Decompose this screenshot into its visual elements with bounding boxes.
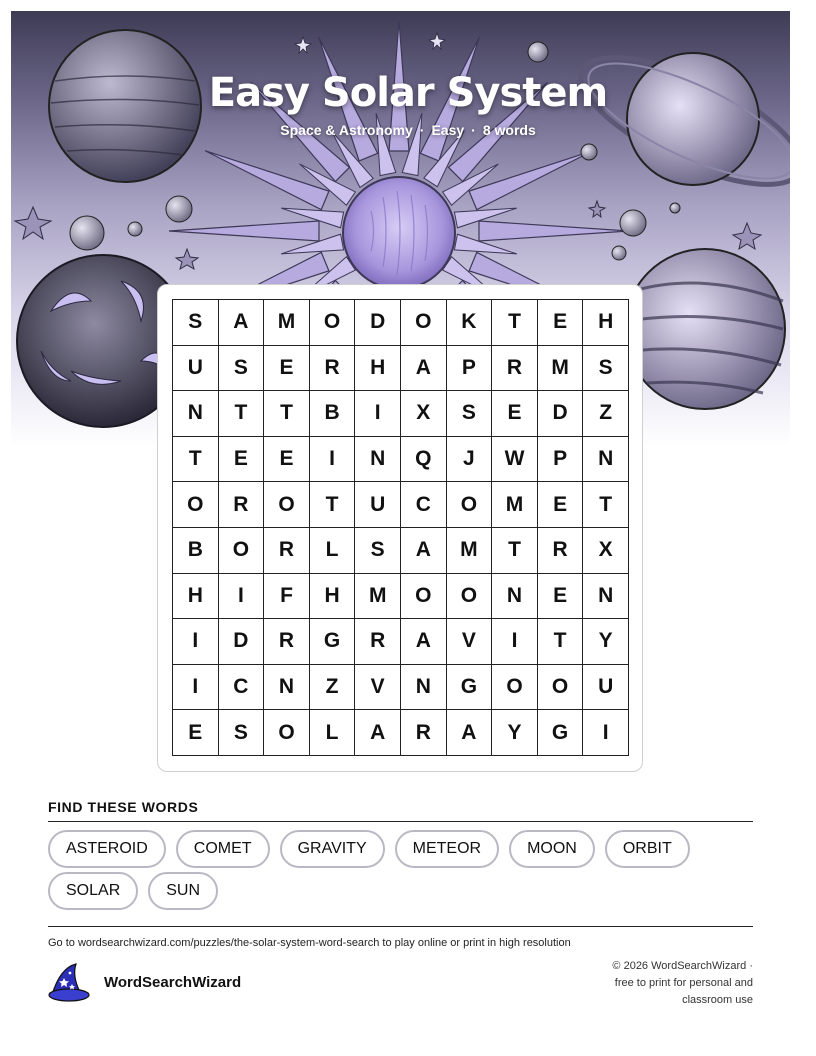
copyright-line: free to print for personal and: [614, 977, 753, 989]
grid-cell[interactable]: B: [310, 391, 356, 437]
letter-grid[interactable]: [172, 299, 629, 756]
footer-url-text: Go to wordsearchwizard.com/puzzles/the-solar-system-word-search to play online or print in high resolution: [48, 937, 571, 949]
grid-cell[interactable]: N: [355, 437, 401, 483]
grid-cell[interactable]: V: [355, 665, 401, 711]
grid-cell[interactable]: R: [219, 482, 265, 528]
divider: [48, 926, 753, 927]
grid-cell[interactable]: N: [264, 665, 310, 711]
grid-cell[interactable]: O: [447, 482, 493, 528]
grid-cell[interactable]: O: [538, 665, 584, 711]
grid-cell[interactable]: V: [447, 619, 493, 665]
grid-cell[interactable]: I: [355, 391, 401, 437]
category-label: Space & Astronomy: [280, 122, 413, 138]
word-pill[interactable]: ORBIT: [605, 830, 690, 868]
grid-cell[interactable]: M: [355, 574, 401, 620]
grid-cell[interactable]: A: [447, 710, 493, 756]
grid-cell[interactable]: T: [219, 391, 265, 437]
grid-cell[interactable]: E: [538, 482, 584, 528]
grid-cell[interactable]: M: [492, 482, 538, 528]
grid-cell[interactable]: T: [583, 482, 629, 528]
grid-cell[interactable]: I: [219, 574, 265, 620]
grid-cell[interactable]: S: [173, 300, 219, 346]
grid-cell[interactable]: Z: [583, 391, 629, 437]
grid-cell[interactable]: X: [401, 391, 447, 437]
grid-cell[interactable]: A: [401, 528, 447, 574]
copyright-line: classroom use: [682, 994, 753, 1006]
grid-cell[interactable]: X: [583, 528, 629, 574]
grid-cell[interactable]: H: [310, 574, 356, 620]
puzzle-meta: [0, 122, 816, 138]
word-list: [48, 830, 753, 914]
meta-separator: ·: [419, 122, 425, 138]
grid-cell[interactable]: J: [447, 437, 493, 483]
word-pill[interactable]: METEOR: [395, 830, 499, 868]
grid-cell[interactable]: S: [583, 346, 629, 392]
grid-cell[interactable]: N: [583, 574, 629, 620]
grid-cell[interactable]: C: [401, 482, 447, 528]
grid-cell[interactable]: Y: [583, 619, 629, 665]
grid-cell[interactable]: T: [492, 300, 538, 346]
grid-cell[interactable]: N: [583, 437, 629, 483]
word-pill[interactable]: SUN: [148, 872, 218, 910]
grid-cell[interactable]: U: [583, 665, 629, 711]
grid-cell[interactable]: S: [355, 528, 401, 574]
grid-cell[interactable]: U: [355, 482, 401, 528]
grid-cell[interactable]: R: [264, 528, 310, 574]
grid-cell[interactable]: Y: [492, 710, 538, 756]
grid-cell[interactable]: L: [310, 710, 356, 756]
grid-cell[interactable]: I: [583, 710, 629, 756]
grid-cell[interactable]: T: [310, 482, 356, 528]
grid-cell[interactable]: O: [447, 574, 493, 620]
word-list-row: [48, 830, 753, 868]
grid-cell[interactable]: H: [355, 346, 401, 392]
copyright-line: © 2026 WordSearchWizard ·: [612, 960, 753, 972]
copyright-notice: [573, 958, 753, 1009]
grid-cell[interactable]: E: [264, 437, 310, 483]
grid-cell[interactable]: I: [173, 619, 219, 665]
grid-cell[interactable]: A: [219, 300, 265, 346]
grid-cell[interactable]: R: [538, 528, 584, 574]
grid-cell[interactable]: R: [310, 346, 356, 392]
grid-cell[interactable]: O: [219, 528, 265, 574]
grid-cell[interactable]: N: [401, 665, 447, 711]
grid-cell[interactable]: A: [401, 346, 447, 392]
grid-cell[interactable]: E: [538, 574, 584, 620]
grid-cell[interactable]: T: [264, 391, 310, 437]
grid-cell[interactable]: K: [447, 300, 493, 346]
grid-cell[interactable]: S: [219, 346, 265, 392]
meta-separator: ·: [471, 122, 476, 138]
grid-cell[interactable]: S: [219, 710, 265, 756]
grid-cell[interactable]: T: [538, 619, 584, 665]
grid-cell[interactable]: G: [310, 619, 356, 665]
grid-cell[interactable]: R: [264, 619, 310, 665]
grid-cell[interactable]: N: [492, 574, 538, 620]
grid-cell[interactable]: A: [355, 710, 401, 756]
grid-cell[interactable]: T: [492, 528, 538, 574]
grid-cell[interactable]: R: [492, 346, 538, 392]
grid-cell[interactable]: T: [173, 437, 219, 483]
grid-cell[interactable]: M: [447, 528, 493, 574]
grid-cell[interactable]: D: [219, 619, 265, 665]
grid-cell[interactable]: I: [173, 665, 219, 711]
grid-cell[interactable]: E: [173, 710, 219, 756]
grid-cell[interactable]: E: [538, 300, 584, 346]
grid-cell[interactable]: E: [492, 391, 538, 437]
grid-cell[interactable]: E: [264, 346, 310, 392]
grid-cell[interactable]: O: [264, 710, 310, 756]
grid-cell[interactable]: M: [538, 346, 584, 392]
word-pill[interactable]: GRAVITY: [280, 830, 385, 868]
brand-name: WordSearchWizard: [104, 973, 242, 991]
grid-cell[interactable]: R: [401, 710, 447, 756]
divider: [48, 821, 753, 822]
grid-cell[interactable]: N: [173, 391, 219, 437]
grid-cell[interactable]: D: [538, 391, 584, 437]
page-title: Easy Solar System: [208, 70, 608, 116]
grid-cell[interactable]: P: [447, 346, 493, 392]
grid-cell[interactable]: P: [538, 437, 584, 483]
grid-cell[interactable]: U: [173, 346, 219, 392]
grid-cell[interactable]: Z: [310, 665, 356, 711]
grid-cell[interactable]: L: [310, 528, 356, 574]
grid-cell[interactable]: G: [538, 710, 584, 756]
word-pill[interactable]: MOON: [509, 830, 595, 868]
grid-cell[interactable]: I: [310, 437, 356, 483]
grid-cell[interactable]: O: [173, 482, 219, 528]
grid-cell[interactable]: R: [355, 619, 401, 665]
grid-cell[interactable]: E: [219, 437, 265, 483]
grid-cell[interactable]: S: [447, 391, 493, 437]
striped-planet: [625, 249, 785, 409]
wizard-hat-icon: [46, 962, 92, 1002]
grid-cell[interactable]: O: [401, 300, 447, 346]
grid-cell[interactable]: H: [173, 574, 219, 620]
grid-cell[interactable]: Q: [401, 437, 447, 483]
grid-cell[interactable]: W: [492, 437, 538, 483]
word-list-row: [48, 872, 753, 910]
brand-logo[interactable]: [46, 962, 241, 1002]
word-pill[interactable]: COMET: [176, 830, 270, 868]
grid-cell[interactable]: F: [264, 574, 310, 620]
grid-cell[interactable]: O: [401, 574, 447, 620]
grid-cell[interactable]: M: [264, 300, 310, 346]
grid-cell[interactable]: C: [219, 665, 265, 711]
sun-core: [343, 177, 455, 289]
grid-cell[interactable]: O: [264, 482, 310, 528]
grid-cell[interactable]: A: [401, 619, 447, 665]
grid-cell[interactable]: G: [447, 665, 493, 711]
grid-cell[interactable]: D: [355, 300, 401, 346]
grid-cell[interactable]: H: [583, 300, 629, 346]
grid-cell[interactable]: B: [173, 528, 219, 574]
word-pill[interactable]: SOLAR: [48, 872, 138, 910]
word-count-label: 8 words: [482, 122, 536, 138]
grid-cell[interactable]: O: [310, 300, 356, 346]
word-pill[interactable]: ASTEROID: [48, 830, 166, 868]
grid-cell[interactable]: O: [492, 665, 538, 711]
difficulty-label: Easy: [431, 122, 465, 138]
word-list-heading: FIND THESE WORDS: [48, 799, 199, 815]
grid-cell[interactable]: I: [492, 619, 538, 665]
